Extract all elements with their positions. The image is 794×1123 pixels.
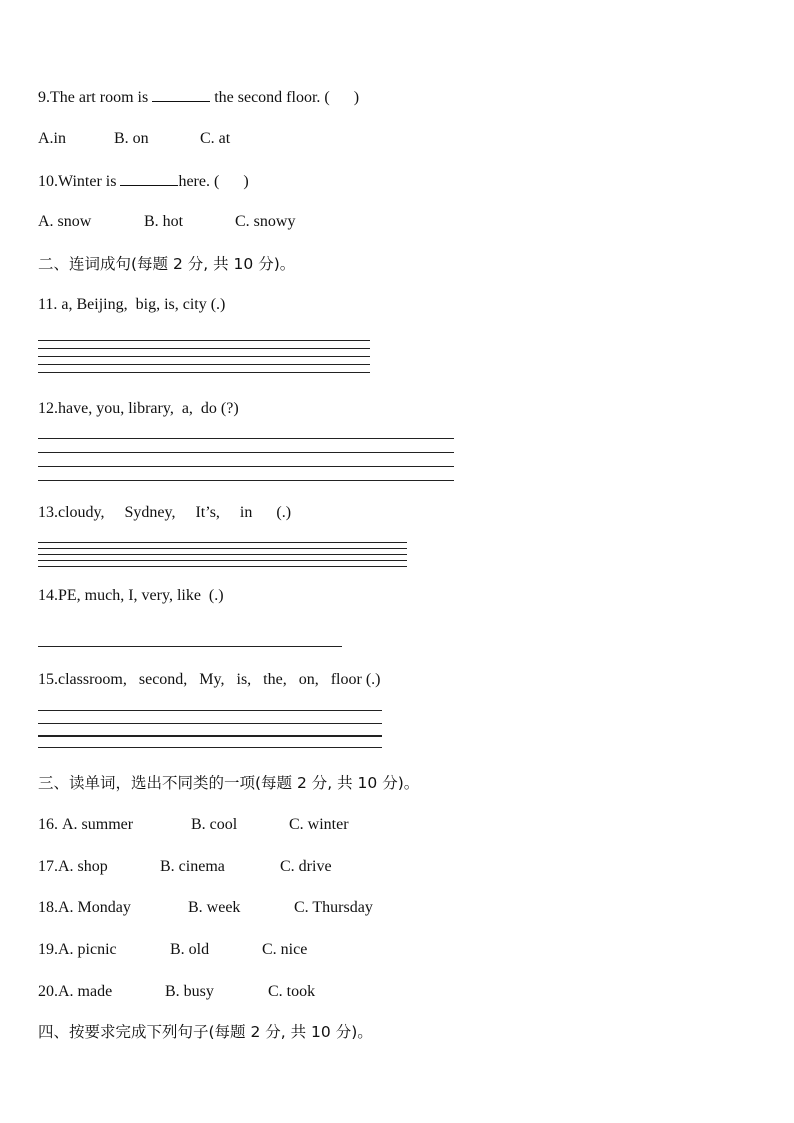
writing-line [38,452,454,453]
option-c: C. nice [262,941,308,958]
writing-line [38,348,370,349]
question-10 [38,171,249,192]
option-b: B. old [170,941,210,958]
option-c: C. Thursday [294,899,373,916]
question-9-text-start: 9.The art room is [38,89,153,106]
writing-line [38,466,454,467]
writing-line [38,723,382,724]
question-number: 16. [38,816,58,833]
answer-blank [120,171,178,186]
option-a: A. Monday [58,899,131,916]
question-20 [38,982,315,1002]
question-number: 19. [38,941,58,958]
section-3-heading: 三、读单词，选出不同类的一项(每题 2 分, 共 10 分)。 [38,774,420,792]
question-12: 12.have, you, library, a, do (?) [38,400,239,417]
option-a: A. made [58,983,113,1000]
option-a: A. snow [38,213,92,230]
writing-line [38,542,407,543]
question-14: 14.PE, much, I, very, like (.) [38,587,224,604]
section-4-heading: 四、按要求完成下列句子(每题 2 分, 共 10 分)。 [38,1023,373,1041]
option-a: A.in [38,130,66,147]
question-17 [38,857,332,877]
writing-line [38,566,407,567]
option-c: C. snowy [235,213,296,230]
question-10-text-end: here. ( ) [178,173,249,190]
question-number: 20. [38,983,58,1000]
option-a: A. shop [58,858,108,875]
option-b: B. week [188,899,241,916]
writing-line [38,364,370,365]
question-19 [38,940,307,960]
writing-line [38,554,407,555]
option-a: A. summer [62,816,134,833]
option-b: B. cool [191,816,238,833]
writing-line [38,438,454,439]
answer-blank [152,87,210,102]
writing-line [38,340,370,341]
option-c: C. took [268,983,316,1000]
option-b: B. hot [144,213,184,230]
option-c: C. at [200,130,231,147]
option-b: B. busy [165,983,214,1000]
option-c: C. drive [280,858,332,875]
writing-line [38,747,382,748]
option-c: C. winter [289,816,349,833]
writing-line [38,356,370,357]
writing-line [38,480,454,481]
question-9-options [38,129,230,149]
writing-line [38,548,407,549]
option-a: A. picnic [58,941,117,958]
question-15: 15.classroom, second, My, is, the, on, floor (.) [38,671,381,688]
question-11: 11. a, Beijing, big, is, city (.) [38,296,226,313]
question-number: 18. [38,899,58,916]
writing-line [38,372,370,373]
writing-line [38,735,382,737]
question-9-text-end: the second floor. ( ) [210,89,360,106]
question-10-options [38,212,295,232]
writing-line [38,560,407,561]
section-2-heading: 二、连词成句(每题 2 分, 共 10 分)。 [38,255,296,273]
question-13: 13.cloudy, Sydney, It’s, in (.) [38,504,292,521]
question-16 [38,815,349,835]
option-b: B. on [114,130,149,147]
question-number: 17. [38,858,58,875]
question-18 [38,898,373,918]
option-b: B. cinema [160,858,225,875]
writing-line [38,646,342,647]
question-10-text-start: 10.Winter is [38,173,121,190]
writing-line [38,710,382,711]
question-9 [38,87,359,108]
